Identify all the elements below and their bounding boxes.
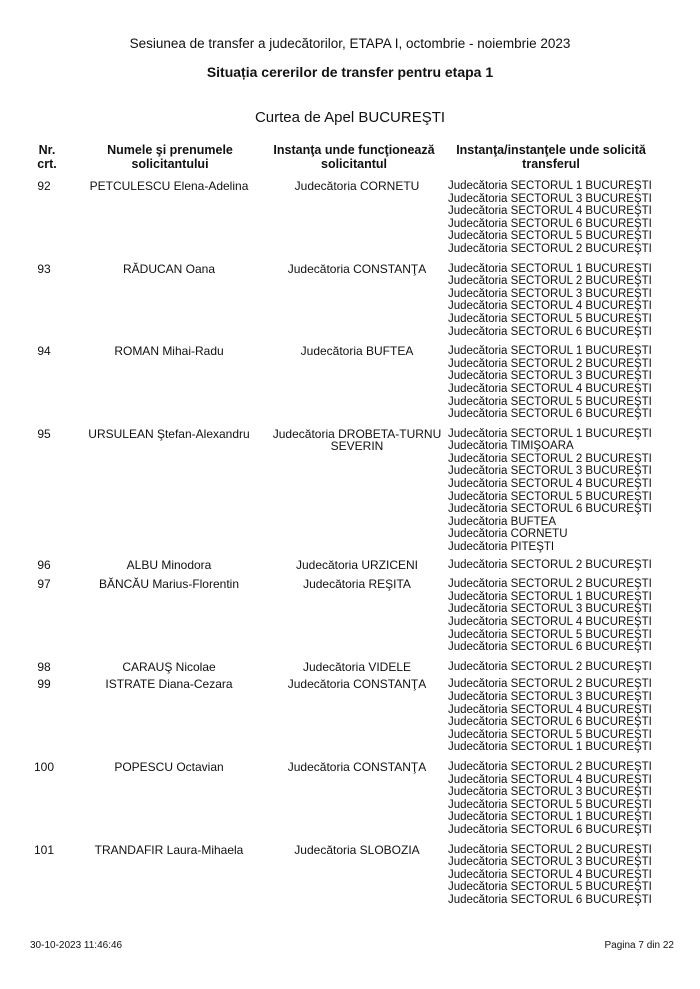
requested-court-item: Judecătoria SECTORUL 1 BUCUREŞTI <box>448 262 652 275</box>
requested-courts <box>448 678 668 754</box>
current-court: Judecătoria URZICENI <box>295 557 419 572</box>
requested-court-item: Judecătoria SECTORUL 5 BUCUREŞTI <box>448 230 652 243</box>
requested-court-item: Judecătoria SECTORUL 3 BUCUREŞTI <box>448 786 652 799</box>
requested-court-item: Judecătoria SECTORUL 2 BUCUREŞTI <box>448 678 652 691</box>
current-court: Judecătoria SLOBOZIA <box>294 842 420 857</box>
requested-courts <box>448 263 668 339</box>
requested-court-item: Judecătoria SECTORUL 4 BUCUREŞTI <box>448 382 652 395</box>
column-header-court: Instanţa unde funcţionează solicitantul <box>273 143 435 171</box>
applicant-name: TRANDAFIR Laura-Mihaela <box>94 842 244 857</box>
requested-court-item: Judecătoria SECTORUL 4 BUCUREŞTI <box>448 868 652 881</box>
requested-courts <box>448 661 668 674</box>
requested-court-item: Judecătoria SECTORUL 2 BUCUREŞTI <box>448 578 652 591</box>
row-number: 97 <box>37 577 51 592</box>
row-number: 101 <box>33 842 55 857</box>
footer-timestamp: 30-10-2023 11:46:46 <box>30 940 123 951</box>
applicant-name: POPESCU Octavian <box>114 759 224 774</box>
requested-court-item: Judecătoria SECTORUL 3 BUCUREŞTI <box>448 287 652 300</box>
table-row <box>0 428 700 554</box>
requested-court-item: Judecătoria SECTORUL 5 BUCUREŞTI <box>448 395 652 408</box>
requested-court-item: Judecătoria SECTORUL 3 BUCUREŞTI <box>448 192 652 205</box>
requested-court-item: Judecătoria SECTORUL 2 BUCUREŞTI <box>448 242 652 255</box>
row-number: 99 <box>37 677 51 692</box>
table-row <box>0 263 700 339</box>
requested-court-item: Judecătoria SECTORUL 5 BUCUREŞTI <box>448 798 652 811</box>
requested-court-item: Judecătoria SECTORUL 3 BUCUREŞTI <box>448 465 652 478</box>
requested-courts <box>448 559 668 572</box>
requested-court-item: Judecătoria TIMIŞOARA <box>448 440 574 453</box>
footer-page-number: Pagina 7 din 22 <box>604 940 674 951</box>
requested-court-item: Judecătoria SECTORUL 6 BUCUREŞTI <box>448 503 652 516</box>
column-header-nr: Nr. crt. <box>37 143 57 171</box>
row-number: 92 <box>37 179 51 193</box>
requested-court-item: Judecătoria SECTORUL 2 BUCUREŞTI <box>448 558 652 571</box>
requested-court-item: Judecătoria SECTORUL 2 BUCUREŞTI <box>448 357 652 370</box>
requested-court-item: Judecătoria SECTORUL 2 BUCUREŞTI <box>448 660 652 673</box>
requested-court-item: Judecătoria SECTORUL 1 BUCUREŞTI <box>448 180 652 192</box>
applicant-name: BĂNCĂU Marius-Florentin <box>98 577 240 592</box>
applicant-name: ALBU Minodora <box>126 557 212 572</box>
applicant-name: URSULEAN Ştefan-Alexandru <box>88 426 250 441</box>
requested-court-item: Judecătoria SECTORUL 2 BUCUREŞTI <box>448 452 652 465</box>
requested-court-item: Judecătoria SECTORUL 4 BUCUREŞTI <box>448 616 652 628</box>
requested-court-item: Judecătoria SECTORUL 3 BUCUREŞTI <box>448 856 652 869</box>
requested-court-item: Judecătoria SECTORUL 6 BUCUREŞTI <box>448 893 652 906</box>
row-number: 94 <box>37 344 51 359</box>
current-court: Judecătoria BUFTEA <box>300 344 414 359</box>
table-row <box>0 661 700 674</box>
requested-court-item: Judecătoria SECTORUL 5 BUCUREŞTI <box>448 881 652 894</box>
requested-court-item: Judecătoria SECTORUL 4 BUCUREŞTI <box>448 478 652 491</box>
requested-court-item: Judecătoria SECTORUL 4 BUCUREŞTI <box>448 703 652 716</box>
table-row <box>0 559 700 572</box>
requested-courts <box>448 844 668 907</box>
current-court: Judecătoria DROBETA-TURNU SEVERIN <box>272 426 442 454</box>
current-court: Judecătoria REŞITA <box>303 577 411 592</box>
requested-court-item: Judecătoria SECTORUL 5 BUCUREŞTI <box>448 490 652 503</box>
requested-court-item: Judecătoria PITEŞTI <box>448 541 555 554</box>
row-number: 93 <box>37 261 51 276</box>
requested-court-item: Judecătoria SECTORUL 6 BUCUREŞTI <box>448 641 652 654</box>
requested-court-item: Judecătoria SECTORUL 6 BUCUREŞTI <box>448 408 652 421</box>
current-court: Judecătoria CONSTANŢA <box>287 261 427 276</box>
session-title: Sesiunea de transfer a judecătorilor, ETAPA I, octombrie - noiembrie 2023 <box>129 36 571 51</box>
requested-court-item: Judecătoria SECTORUL 3 BUCUREŞTI <box>448 690 652 703</box>
applicant-name: RĂDUCAN Oana <box>122 261 216 276</box>
requested-court-item: Judecătoria SECTORUL 1 BUCUREŞTI <box>448 741 652 754</box>
requested-court-item: Judecătoria SECTORUL 5 BUCUREŞTI <box>448 312 652 325</box>
requested-court-item: Judecătoria SECTORUL 4 BUCUREŞTI <box>448 205 652 218</box>
requested-courts <box>448 761 668 837</box>
requested-court-item: Judecătoria SECTORUL 1 BUCUREŞTI <box>448 590 652 603</box>
requested-court-item: Judecătoria SECTORUL 6 BUCUREŞTI <box>448 325 652 338</box>
requested-court-item: Judecătoria SECTORUL 4 BUCUREŞTI <box>448 773 652 786</box>
table-row <box>0 844 700 907</box>
row-number: 96 <box>37 557 51 572</box>
requested-court-item: Judecătoria SECTORUL 4 BUCUREŞTI <box>448 300 652 313</box>
row-number: 100 <box>33 759 55 774</box>
requested-court-item: Judecătoria SECTORUL 1 BUCUREŞTI <box>448 427 652 440</box>
transfer-table <box>0 180 700 906</box>
requested-court-item: Judecătoria SECTORUL 2 BUCUREŞTI <box>448 275 652 288</box>
requested-court-item: Judecătoria SECTORUL 1 BUCUREŞTI <box>448 345 652 358</box>
page-title: Situația cererilor de transfer pentru etapa 1 <box>206 64 494 80</box>
requested-courts <box>448 578 668 654</box>
table-row <box>0 180 700 256</box>
requested-court-item: Judecătoria SECTORUL 3 BUCUREŞTI <box>448 370 652 383</box>
column-header-requested: Instanţa/instanţele unde solicită transferul <box>456 143 646 171</box>
requested-courts <box>448 345 668 421</box>
requested-courts <box>448 428 668 554</box>
requested-courts <box>448 180 668 256</box>
column-header-name: Numele şi prenumele solicitantului <box>107 143 233 171</box>
requested-court-item: Judecătoria SECTORUL 5 BUCUREŞTI <box>448 628 652 641</box>
table-row <box>0 678 700 754</box>
applicant-name: ROMAN Mihai-Radu <box>114 344 224 359</box>
requested-court-item: Judecătoria SECTORUL 3 BUCUREŞTI <box>448 603 652 616</box>
applicant-name: PETCULESCU Elena-Adelina <box>89 179 249 193</box>
table-row <box>0 761 700 837</box>
table-row <box>0 345 700 421</box>
table-row <box>0 578 700 654</box>
applicant-name: ISTRATE Diana-Cezara <box>105 677 233 692</box>
requested-court-item: Judecătoria SECTORUL 1 BUCUREŞTI <box>448 811 652 824</box>
requested-court-item: Judecătoria SECTORUL 6 BUCUREŞTI <box>448 716 652 729</box>
row-number: 95 <box>37 426 51 441</box>
requested-court-item: Judecătoria BUFTEA <box>448 515 557 528</box>
requested-court-item: Judecătoria SECTORUL 2 BUCUREŞTI <box>448 760 652 773</box>
requested-court-item: Judecătoria CORNETU <box>448 528 568 541</box>
court-heading: Curtea de Apel BUCUREŞTI <box>254 109 446 126</box>
requested-court-item: Judecătoria SECTORUL 6 BUCUREŞTI <box>448 823 652 836</box>
row-number: 98 <box>37 659 51 674</box>
applicant-name: CARAUŞ Nicolae <box>122 659 216 674</box>
current-court: Judecătoria CONSTANŢA <box>287 677 427 692</box>
requested-court-item: Judecătoria SECTORUL 6 BUCUREŞTI <box>448 217 652 230</box>
requested-court-item: Judecătoria SECTORUL 2 BUCUREŞTI <box>448 843 652 856</box>
current-court: Judecătoria CONSTANŢA <box>287 759 427 774</box>
requested-court-item: Judecătoria SECTORUL 5 BUCUREŞTI <box>448 728 652 741</box>
current-court: Judecătoria VIDELE <box>302 659 412 674</box>
current-court: Judecătoria CORNETU <box>294 179 420 193</box>
